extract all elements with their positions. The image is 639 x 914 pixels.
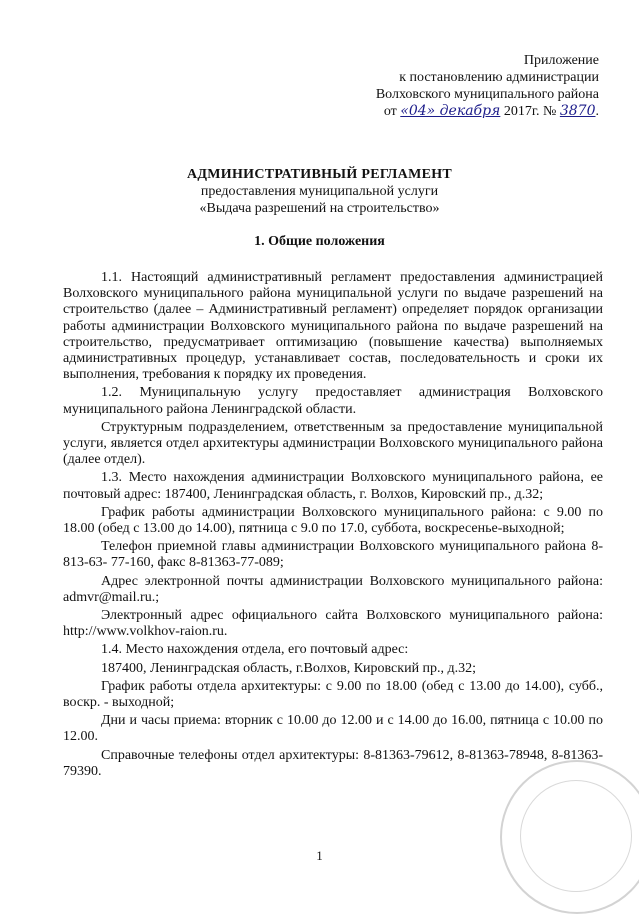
appendix-line-1: Приложение — [523, 53, 599, 68]
appendix-header — [299, 52, 599, 120]
document-subtitle-1: предоставления муниципальной услуги — [200, 184, 439, 199]
paragraph: Справочные телефоны отдел архитектуры: 8-81363-79612, 8-81363-78948, 8-81363-79390. — [63, 747, 603, 779]
paragraph: 187400, Ленинградская область, г.Волхов, Кировский пр., д.32; — [101, 660, 477, 676]
paragraph: График работы администрации Волховского муниципального района: с 9.00 по 18.00 (обед с 13.00 до 14.00), пятница с 9.0 по 17.0, суббота, воскресенье-выходной; — [63, 504, 603, 537]
paragraph: Дни и часы приема: вторник с 10.00 до 12.00 и с 14.00 до 16.00, пятница с 10.00 по 12.00. — [63, 713, 603, 745]
paragraph: 1.3. Место нахождения администрации Волховского муниципального района, ее почтовый адрес: 187400, Ленинградская область, г. Волхов, Кировский пр., д.32; — [63, 470, 603, 502]
document-body — [63, 270, 603, 782]
paragraph: Электронный адрес официального сайта Волховского муниципального района: http://www.volkhov-raion.ru. — [63, 608, 603, 640]
date-line-period: . — [595, 104, 599, 119]
handwritten-number: 3870 — [559, 103, 596, 119]
document-title-block — [0, 166, 639, 217]
official-stamp-icon — [500, 760, 639, 914]
date-year: 2017г. — [503, 104, 540, 119]
paragraph: График работы отдела архитектуры: с 9.00 по 18.00 (обед с 13.00 до 14.00), субб., воскр. - выходной; — [63, 678, 603, 711]
appendix-line-3: Волховского муниципального района — [375, 87, 599, 102]
appendix-line-2: к постановлению администрации — [399, 70, 599, 85]
document-title: АДМИНИСТРАТИВНЫЙ РЕГЛАМЕНТ — [186, 167, 453, 182]
handwritten-date: «04» декабря — [400, 103, 501, 119]
page-number: 1 — [316, 848, 323, 863]
paragraph: Телефон приемной главы администрации Волховского муниципального района 8-813-63- 77-160, факс 8-81363-77-089; — [63, 539, 603, 571]
paragraph: 1.2. Муниципальную услугу предоставляет администрация Волховского муниципального района Ленинградской области. — [63, 385, 603, 417]
paragraph: Структурным подразделением, ответственным за предоставление муниципальной услуги, является отдел архитектуры администрации Волховского муниципального района (далее отдел). — [63, 419, 603, 468]
number-prefix: № — [543, 104, 557, 119]
date-prefix: от — [383, 104, 397, 119]
paragraph: Адрес электронной почты администрации Волховского муниципального района: admvr@mail.ru.; — [63, 573, 603, 605]
paragraph: 1.1. Настоящий административный регламент предоставления администрацией Волховского муниципального района муниципальной услуги по выдаче разрешений на строительство (далее – Административный регламент) определяет порядок организации работы администрации Волховского муниципального района по выдаче разрешений на строительство, предусматривает оптимизацию (повышение качества) выполняемых административных процедур, устанавливает состав, последовательность и сроки их выполнения, требования к порядку их проведения. — [63, 270, 603, 383]
document-subtitle-2: «Выдача разрешений на строительство» — [199, 201, 440, 216]
stamp-inner-ring — [520, 780, 632, 892]
appendix-date-line — [299, 103, 599, 120]
section-heading: 1. Общие положения — [254, 234, 385, 249]
paragraph: 1.4. Место нахождения отдела, его почтовый адрес: — [101, 642, 409, 658]
